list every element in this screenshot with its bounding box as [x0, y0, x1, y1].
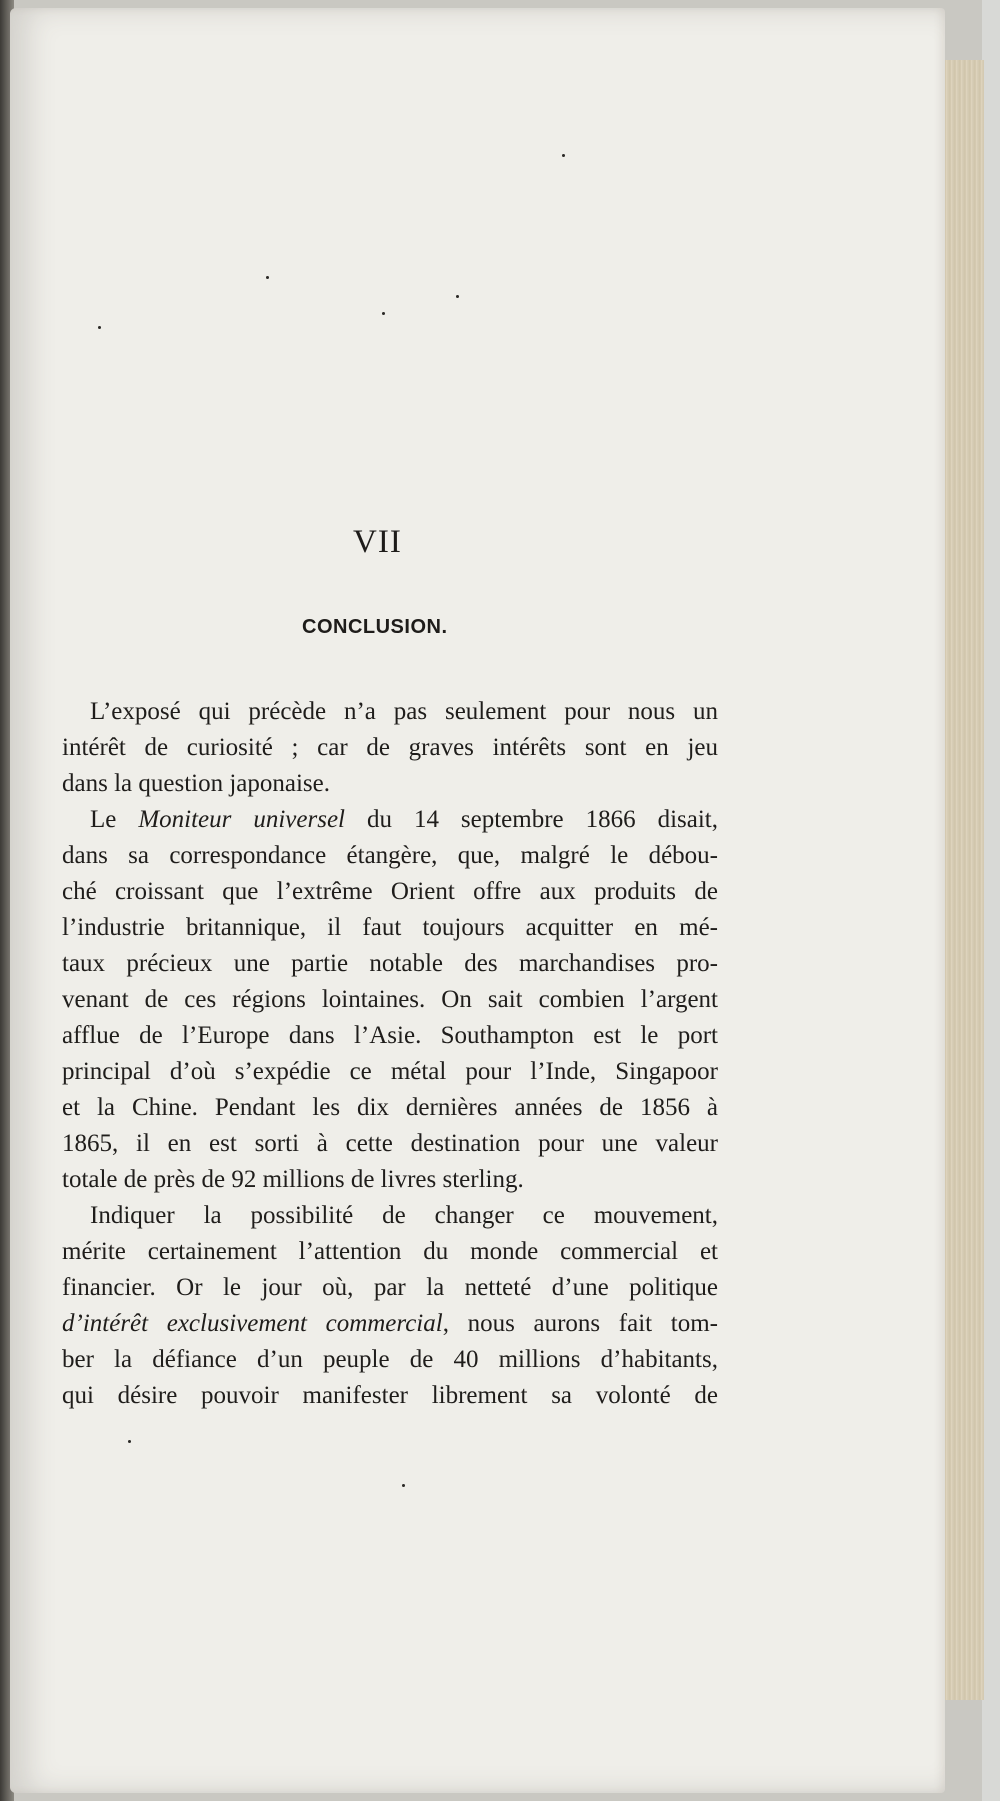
- text-line: Indiquer la possibilité de changer ce mouvement,: [90, 1202, 718, 1229]
- ink-speck: [562, 154, 565, 157]
- text-line: et la Chine. Pendant les dix dernières années de 1856 à: [62, 1094, 718, 1121]
- text-line: l’industrie britannique, il faut toujours acquitter en mé-: [62, 914, 718, 941]
- ink-speck: [128, 1440, 131, 1443]
- ink-speck: [382, 312, 385, 315]
- text-line: intérêt de curiosité ; car de graves intérêts sont en jeu: [62, 734, 718, 761]
- ink-speck: [456, 295, 459, 298]
- ink-speck: [402, 1484, 405, 1487]
- text-line: principal d’où s’expédie ce métal pour l’Inde, Singapoor: [62, 1058, 718, 1085]
- ink-speck: [98, 326, 101, 329]
- chapter-number: VII: [353, 524, 402, 560]
- text-line: mérite certainement l’attention du monde commercial et: [62, 1238, 718, 1265]
- text-line: L’exposé qui précède n’a pas seulement pour nous un: [90, 698, 718, 725]
- ink-speck: [266, 276, 269, 279]
- backdrop: [982, 0, 1000, 1801]
- text-line: d’intérêt exclusivement commercial, nous aurons fait tom-: [62, 1310, 718, 1337]
- chapter-title: CONCLUSION.: [302, 616, 448, 638]
- text-line: venant de ces régions lointaines. On sait combien l’argent: [62, 986, 718, 1013]
- text-line: taux précieux une partie notable des marchandises pro-: [62, 950, 718, 977]
- text-line: financier. Or le jour où, par la netteté d’une politique: [62, 1274, 718, 1301]
- text-line: qui désire pouvoir manifester librement sa volonté de: [62, 1382, 718, 1409]
- text-line: ché croissant que l’extrême Orient offre aux produits de: [62, 878, 718, 905]
- text-line: ber la défiance d’un peuple de 40 millions d’habitants,: [62, 1346, 718, 1373]
- italic-phrase: d’intérêt exclusivement commercial: [62, 1310, 443, 1337]
- text-line: totale de près de 92 millions de livres sterling.: [62, 1166, 524, 1193]
- text-line: 1865, il en est sorti à cette destination pour une valeur: [62, 1130, 718, 1157]
- text-line: dans la question japonaise.: [62, 770, 330, 797]
- text-line: dans sa correspondance étangère, que, malgré le débou-: [62, 842, 718, 869]
- book-page: [10, 8, 945, 1793]
- text-line: Le Moniteur universel du 14 septembre 1866 disait,: [90, 806, 718, 833]
- italic-title: Moniteur universel: [138, 806, 345, 833]
- text-line: afflue de l’Europe dans l’Asie. Southampton est le port: [62, 1022, 718, 1049]
